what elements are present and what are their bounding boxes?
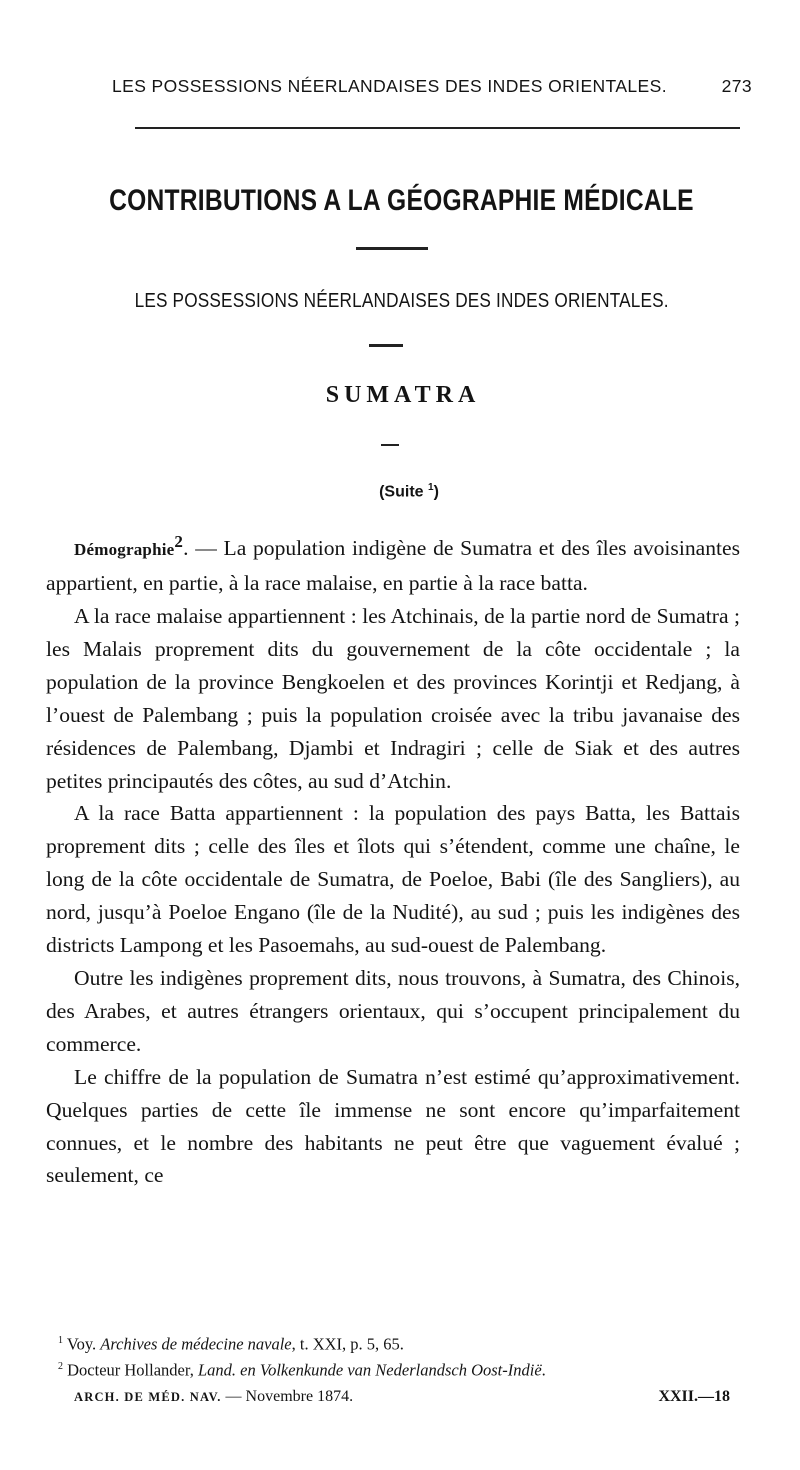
page-number: 273: [721, 76, 752, 96]
title-ornament-rule: [356, 247, 428, 250]
footnote-ref-2: 2: [174, 532, 184, 551]
page-footer: [74, 1388, 730, 1406]
paragraph-race-malaise: A la race malaise appartiennent : les Atchinais, de la partie nord de Sumatra ; les Malais proprement dits du gouvernement de la côte occidentale ; la population de la province Bengkoelen et des provinces Korintji et Redjang, à l’ouest de Palembang ; puis la population croisée avec la tribu javanaise des résidences de Palembang, Djambi et Indragiri ; celle de Siak et des autres petites principautés des côtes, au sud d’Atchin.: [46, 604, 740, 793]
paragraph-demographie: Démographie$^2$. — La population indigène de Sumatra et des îles avoisinantes appartient, en partie, à la race malaise, en partie à la race batta.: [46, 532, 740, 596]
paragraph-lead: Démographie: [74, 540, 175, 560]
footnotes: [58, 1330, 748, 1381]
footnote-1: $^1$ Voy. Archives de médecine navale, t. XXI, p. 5, 65.: [58, 1334, 404, 1354]
paragraph-race-batta: A la race Batta appartiennent : la population des pays Batta, les Battais proprement dits ; celle des îles et îlots qui s’étendent, comme une chaîne, le long de la côte occidentale de Sumatra, de Poeloe, Babi (île des Sangliers), au nord, jusqu’à Poeloe Engano (île de la Nudité), au sud ; puis les indigènes des districts Lampong et les Pasoemahs, au sud-ouest de Palembang.: [46, 801, 740, 958]
header-rule: [135, 127, 740, 129]
journal-abbrev: ARCH. DE MÉD. NAV.: [74, 1390, 222, 1404]
article-title: CONTRIBUTIONS A LA GÉOGRAPHIE MÉDICALE: [109, 184, 694, 217]
body-text: [46, 526, 740, 1192]
paragraph-etrangers: Outre les indigènes proprement dits, nous trouvons, à Sumatra, des Chinois, des Arabes, et autres étrangers orientaux, qui s’occupent principalement du commerce.: [46, 965, 740, 1056]
journal-info: [74, 1388, 353, 1406]
volume-signature: XXII.—18: [658, 1388, 730, 1405]
running-title: LES POSSESSIONS NÉERLANDAISES DES INDES ORIENTALES.: [112, 76, 667, 96]
region-heading: SUMATRA: [325, 382, 481, 408]
subtitle-rule: [369, 344, 403, 347]
footnote-ref-1: 1: [428, 482, 434, 493]
issue-date: — Novembre 1874.: [225, 1388, 354, 1405]
running-head: [112, 76, 752, 97]
section-dash: [381, 444, 399, 446]
footnote-2: $^2$ Docteur Hollander, Land. en Volkenkunde van Nederlandsch Oost-Indië.: [58, 1360, 546, 1379]
paragraph-chiffre-population: Le chiffre de la population de Sumatra n’est estimé qu’approximativement. Quelques parties de cette île immense ne sont encore qu’imparfaitement connues, et le nombre des habitants ne peut être que vaguement évalué ; seulement, ce: [46, 1064, 740, 1188]
article-subtitle: LES POSSESSIONS NÉERLANDAISES DES INDES ORIENTALES.: [134, 290, 669, 312]
suite-label: (Suite $^1$): [379, 482, 439, 501]
